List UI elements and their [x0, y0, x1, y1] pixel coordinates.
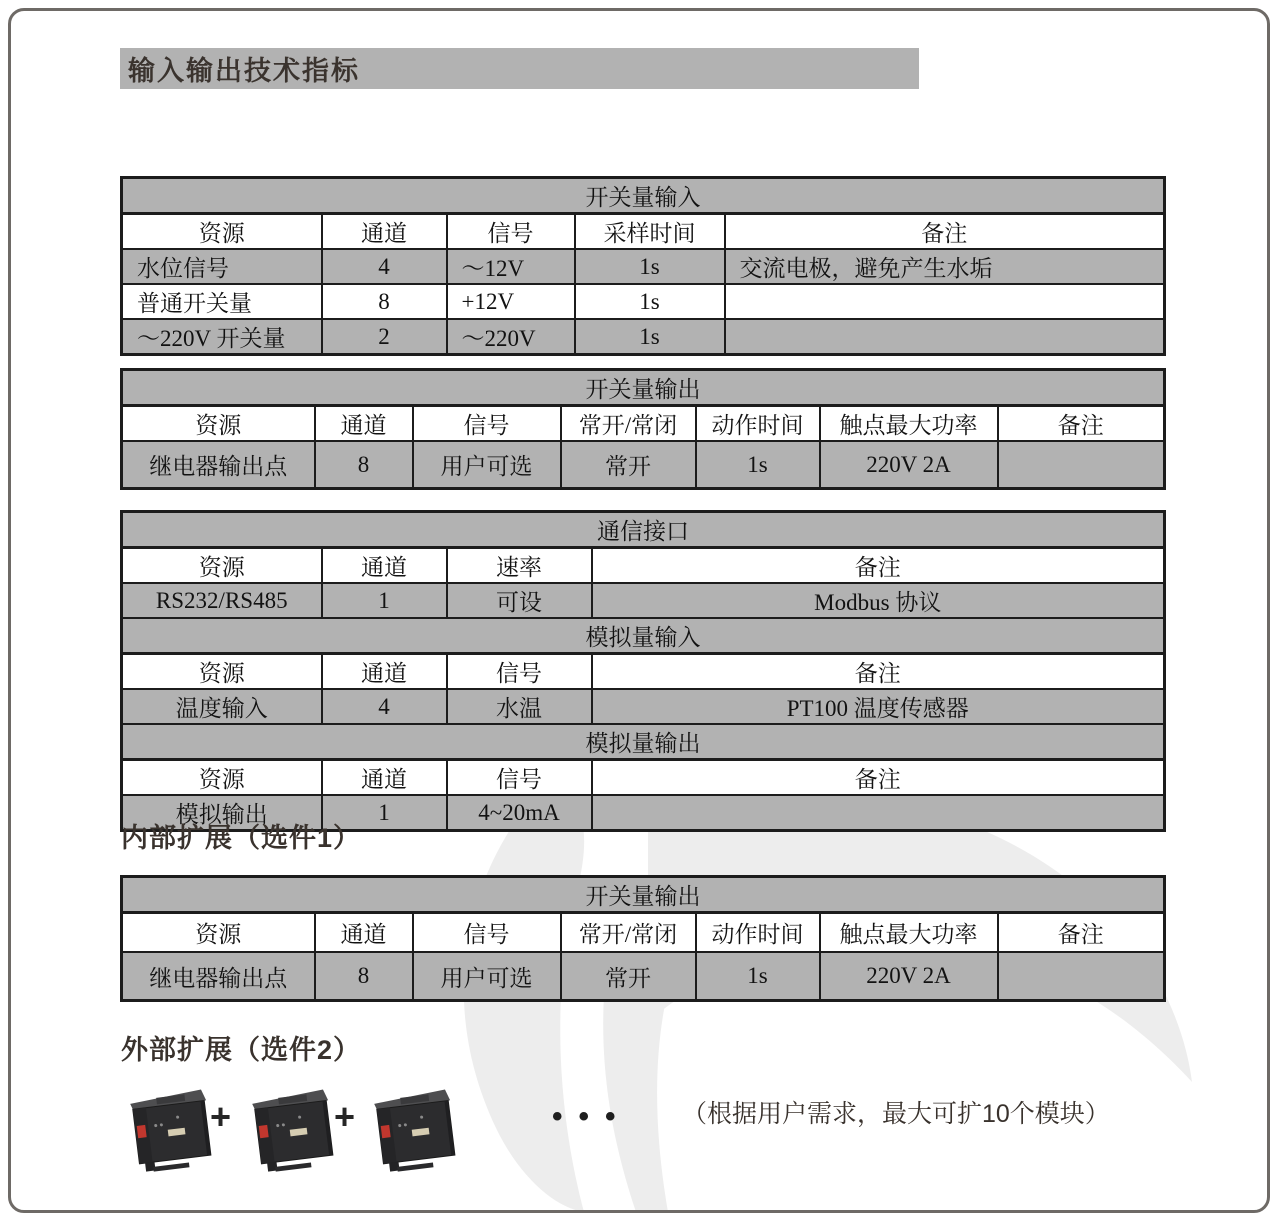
table-switch-input	[120, 176, 1166, 356]
col-header: 资源	[122, 406, 315, 442]
table-row	[122, 441, 1165, 489]
cell: 模拟输出	[122, 795, 322, 831]
cell: 水温	[447, 689, 592, 724]
col-header: 通道	[315, 406, 413, 442]
cell: 用户可选	[413, 952, 561, 1001]
ellipsis-dots: •••	[552, 1100, 632, 1133]
col-header: 常开/常闭	[561, 913, 696, 953]
col-header: 资源	[122, 654, 322, 690]
table-row	[122, 952, 1165, 1001]
cell: 4~20mA	[447, 795, 592, 831]
cell	[725, 284, 1165, 319]
page-title-bar	[120, 48, 919, 89]
cell: 1s	[575, 319, 725, 355]
col-header: 信号	[447, 760, 592, 796]
table-header-row	[122, 214, 1165, 250]
cell: 用户可选	[413, 441, 561, 489]
table-header-row	[122, 548, 1165, 584]
cell: 4	[322, 689, 447, 724]
cell	[998, 441, 1165, 489]
plc-module-icon	[122, 1086, 217, 1176]
col-header: 通道	[322, 760, 447, 796]
col-header: 信号	[413, 913, 561, 953]
table-row	[122, 284, 1165, 319]
table-row	[122, 319, 1165, 355]
col-header: 信号	[413, 406, 561, 442]
cell: 水位信号	[122, 249, 322, 284]
table-section-title: 模拟量输出	[122, 724, 1165, 760]
col-header: 常开/常闭	[561, 406, 696, 442]
heading-external-expansion: 外部扩展（选件2）	[121, 1035, 362, 1065]
table-header-row	[122, 913, 1165, 953]
table-switch-output	[120, 368, 1166, 490]
col-header: 备注	[592, 548, 1165, 584]
col-header: 备注	[592, 654, 1165, 690]
cell: 4	[322, 249, 447, 284]
col-header: 信号	[447, 214, 575, 250]
plus-sign: +	[210, 1096, 232, 1137]
table-section-row	[122, 370, 1165, 406]
table-row	[122, 249, 1165, 284]
col-header: 备注	[998, 406, 1165, 442]
cell: RS232/RS485	[122, 583, 322, 618]
page-title: 输入输出技术指标	[128, 56, 360, 86]
table-comm-analog	[120, 510, 1166, 832]
col-header: 备注	[725, 214, 1165, 250]
col-header: 通道	[315, 913, 413, 953]
table-section-title: 模拟量输入	[122, 618, 1165, 654]
cell: 继电器输出点	[122, 441, 315, 489]
table-section-row	[122, 724, 1165, 760]
col-header: 资源	[122, 214, 322, 250]
table-section-title: 开关量输入	[122, 178, 1165, 214]
table-row	[122, 583, 1165, 618]
table-section-title: 开关量输出	[122, 370, 1165, 406]
table-header-row	[122, 406, 1165, 442]
heading-internal-expansion: 内部扩展（选件1）	[121, 823, 362, 853]
col-header: 通道	[322, 654, 447, 690]
cell	[998, 952, 1165, 1001]
col-header: 速率	[447, 548, 592, 584]
table-internal-expansion	[120, 875, 1166, 1002]
col-header: 备注	[998, 913, 1165, 953]
cell: 普通开关量	[122, 284, 322, 319]
cell: 220V 2A	[820, 441, 998, 489]
table-header-row	[122, 760, 1165, 796]
cell: 8	[315, 441, 413, 489]
table-section-row	[122, 178, 1165, 214]
cell: 1s	[575, 249, 725, 284]
plc-module-icon	[366, 1086, 461, 1176]
cell: 220V 2A	[820, 952, 998, 1001]
col-header: 通道	[322, 548, 447, 584]
table-section-title: 通信接口	[122, 512, 1165, 548]
col-header: 触点最大功率	[820, 913, 998, 953]
cell: 1s	[696, 952, 820, 1001]
plc-module-icon	[244, 1086, 339, 1176]
plus-sign: +	[334, 1096, 356, 1137]
col-header: 备注	[592, 760, 1165, 796]
cell: 1s	[696, 441, 820, 489]
table-section-row	[122, 618, 1165, 654]
cell: PT100 温度传感器	[592, 689, 1165, 724]
cell: 2	[322, 319, 447, 355]
cell: 常开	[561, 952, 696, 1001]
cell: 常开	[561, 441, 696, 489]
col-header: 资源	[122, 760, 322, 796]
cell: Modbus 协议	[592, 583, 1165, 618]
cell: ～220V 开关量	[122, 319, 322, 355]
col-header: 动作时间	[696, 913, 820, 953]
cell: 交流电极，避免产生水垢	[725, 249, 1165, 284]
col-header: 采样时间	[575, 214, 725, 250]
cell: ～12V	[447, 249, 575, 284]
table-row	[122, 689, 1165, 724]
expansion-note: （根据用户需求，最大可扩10个模块）	[682, 1100, 1110, 1128]
cell: 1	[322, 583, 447, 618]
cell	[725, 319, 1165, 355]
cell: 8	[322, 284, 447, 319]
cell: ～220V	[447, 319, 575, 355]
cell: 1s	[575, 284, 725, 319]
table-section-row	[122, 877, 1165, 913]
col-header: 资源	[122, 548, 322, 584]
table-header-row	[122, 654, 1165, 690]
table-section-title: 开关量输出	[122, 877, 1165, 913]
cell: 可设	[447, 583, 592, 618]
col-header: 触点最大功率	[820, 406, 998, 442]
cell: 1	[322, 795, 447, 831]
cell	[592, 795, 1165, 831]
cell: 继电器输出点	[122, 952, 315, 1001]
col-header: 资源	[122, 913, 315, 953]
cell: 8	[315, 952, 413, 1001]
col-header: 信号	[447, 654, 592, 690]
col-header: 动作时间	[696, 406, 820, 442]
col-header: 通道	[322, 214, 447, 250]
cell: 温度输入	[122, 689, 322, 724]
cell: +12V	[447, 284, 575, 319]
table-section-row	[122, 512, 1165, 548]
